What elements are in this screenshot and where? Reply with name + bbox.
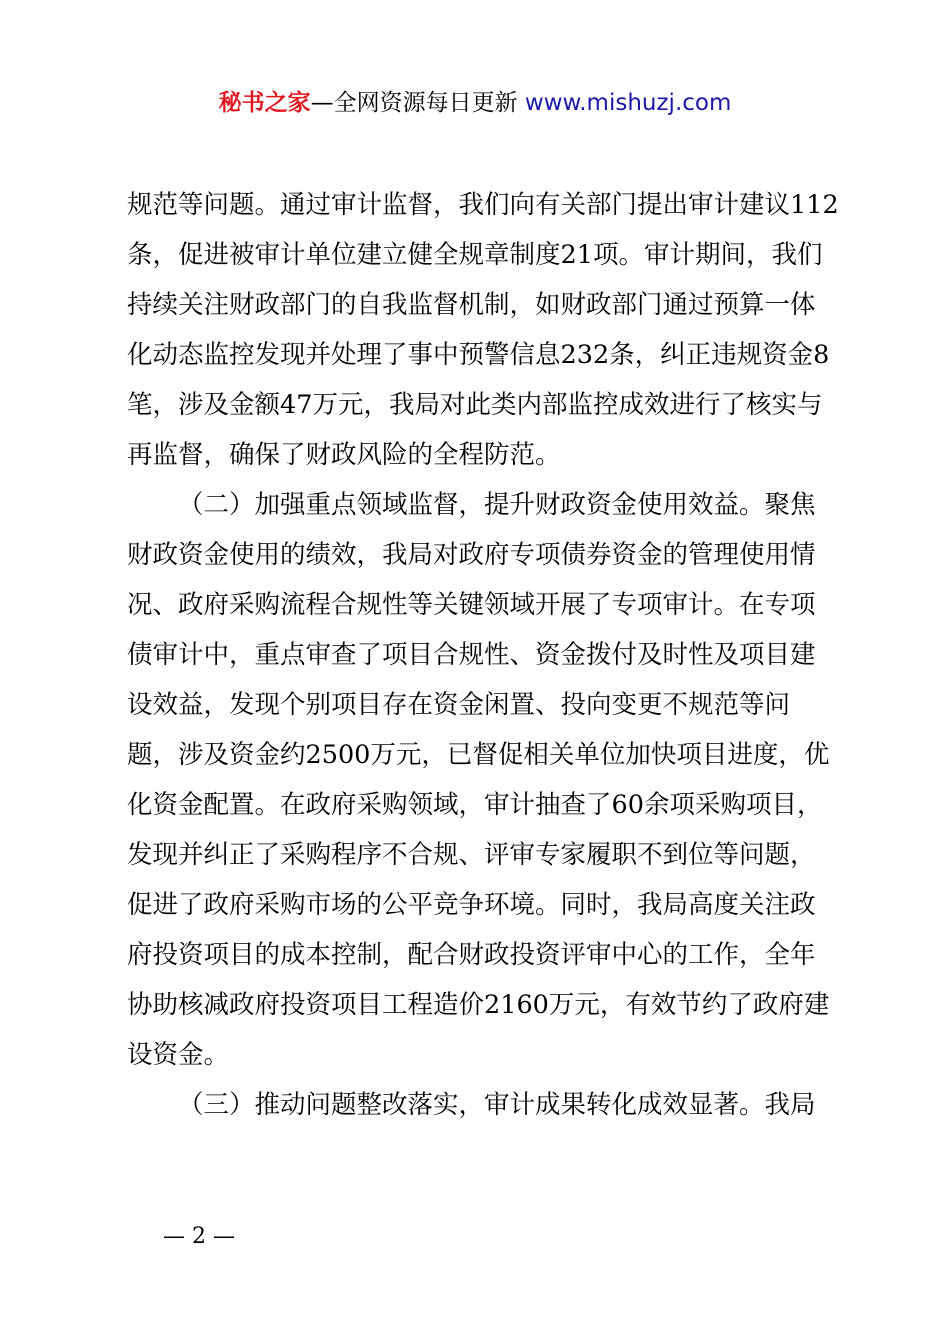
- brand-name: 秘书之家: [218, 90, 311, 116]
- header-tagline: —全网资源每日更新: [310, 90, 525, 116]
- document-body: [127, 180, 839, 1130]
- paragraph-section-two: （二）加强重点领域监督，提升财政资金使用效益。聚焦财政资金使用的绩效，我局对政府专项债券资金的管理使用情况、政府采购流程合规性等关键领域开展了专项审计。在专项债审计中，重点审查了项目合规性、资金拨付及时性及项目建设效益，发现个别项目存在资金闲置、投向变更不规范等问题，涉及资金约2500万元，已督促相关单位加快项目进度，优化资金配置。在政府采购领域，审计抽查了60余项采购项目，发现并纠正了采购程序不合规、评审专家履职不到位等问题，促进了政府采购市场的公平竞争环境。同时，我局高度关注政府投资项目的成本控制，配合财政投资评审中心的工作，全年协助核减政府投资项目工程造价2160万元，有效节约了政府建设资金。: [127, 490, 830, 1070]
- site-url-link[interactable]: www.mishuzj.com: [524, 90, 732, 116]
- paragraph-section-three: （三）推动问题整改落实，审计成果转化成效显著。我局: [178, 1090, 816, 1120]
- paragraph-continuation: 规范等问题。通过审计监督，我们向有关部门提出审计建议112条，促进被审计单位建立健全规章制度21项。审计期间，我们持续关注财政部门的自我监督机制，如财政部门通过预算一体化动态监控发现并处理了事中预警信息232条，纠正违规资金8笔，涉及金额47万元，我局对此类内部监控成效进行了核实与再监督，确保了财政风险的全程防范。: [127, 190, 839, 470]
- page-number: — 2 —: [163, 1224, 235, 1249]
- site-header: [0, 86, 950, 120]
